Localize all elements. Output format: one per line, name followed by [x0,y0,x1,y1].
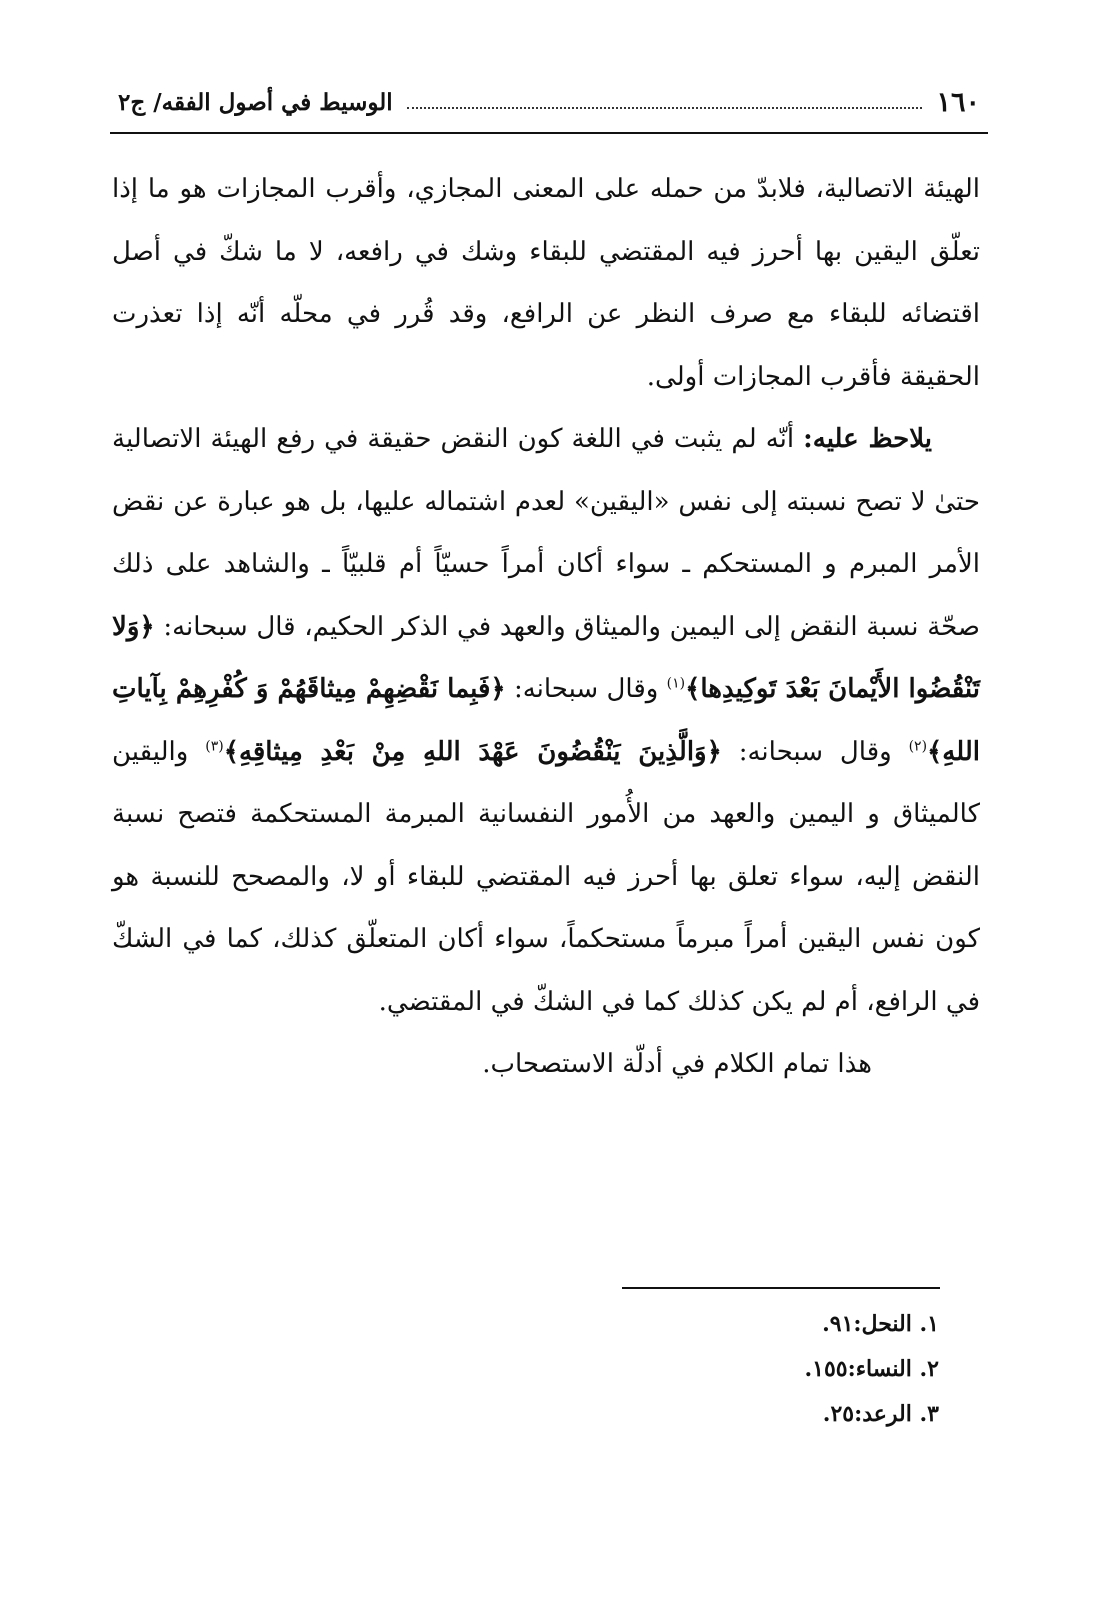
main-text [112,158,980,1096]
footnote-2: ٢. النساء:١٥٥. [804,1356,939,1382]
footnote-3: ٣. الرعد:٢٥. [822,1401,939,1427]
page-number: ١٦٠ [936,86,980,118]
paragraph-2 [112,408,980,1033]
paragraph-2-text-4: واليقين كالميثاق و اليمين والعهد من الأُمور النفسانية المبرمة المستحكمة فتصح نسبة النقض إليه، سواء تعلق بها أحرز فيه المقتضي للبقاء أو لا، والمصحح للنسبة هو كون نفس اليقين أمراً مبرماً مستحكماً، سواء أكان المتعلّق كذلك، كما في الشكّ في الرافع، أم لم يكن كذلك كما في الشكّ في المقتضي. [112,736,980,1017]
header-rule [110,132,988,134]
quran-verse-3: ﴿وَالَّذِينَ يَنْقُضُونَ عَهْدَ اللهِ مِنْ بَعْدِ مِيثاقِهِ﴾ [223,736,722,767]
observation-label: يلاحظ عليه: [803,424,932,454]
quran-verse-1: ﴿وَلا تَنْقُضُوا الأَيْمانَ بَعْدَ تَوكِيدِها﴾ [112,611,980,704]
footnote-marker-3: (٣) [205,737,224,754]
footnote-marker-1: (١) [666,675,686,692]
header-dot-leader [407,107,923,109]
paragraph-2-text-3: وقال سبحانه: [721,736,909,767]
paragraph-2-text-2: وقال سبحانه: [505,674,667,704]
footnote-1: ١. النحل:٩١. [822,1311,939,1337]
closing-sentence: هذا تمام الكلام في أدلّة الاستصحاب. [482,1049,872,1079]
footnote-rule [622,1287,940,1289]
quran-verse-2: ﴿فَبِما نَقْضِهِمْ مِيثاقَهُمْ وَ كُفْرِهِمْ بِآياتِ اللهِ﴾ [112,674,980,767]
running-title: الوسيط في أصول الفقه/ ج٢ [118,88,393,116]
footnote-marker-2: (٢) [908,737,928,754]
paragraph-2-text-1: أنّه لم يثبت في اللغة كون النقض حقيقة في رفع الهيئة الاتصالية حتىٰ لا تصح نسبته إلى نفس «اليقين» لعدم اشتماله عليها، بل هو عبارة عن نقض الأمر المبرم و المستحكم ـ سواء أكان أمراً حسيّاً أم قلبيّاً ـ والشاهد على ذلك صحّة نسبة النقض إلى اليمين والميثاق والعهد في الذكر الحكيم، قال سبحانه: [112,424,980,642]
paragraph-1: الهيئة الاتصالية، فلابدّ من حمله على المعنى المجازي، وأقرب المجازات هو ما إذا تعلّق اليقين بها أحرز فيه المقتضي للبقاء وشك في رافعه، لا ما شكّ في أصل اقتضائه للبقاء مع صرف النظر عن الرافع، وقد قُرر في محلّه أنّه إذا تعذرت الحقيقة فأقرب المجازات أولى. [112,174,980,392]
footnotes [804,1302,939,1437]
page-header [118,82,980,122]
